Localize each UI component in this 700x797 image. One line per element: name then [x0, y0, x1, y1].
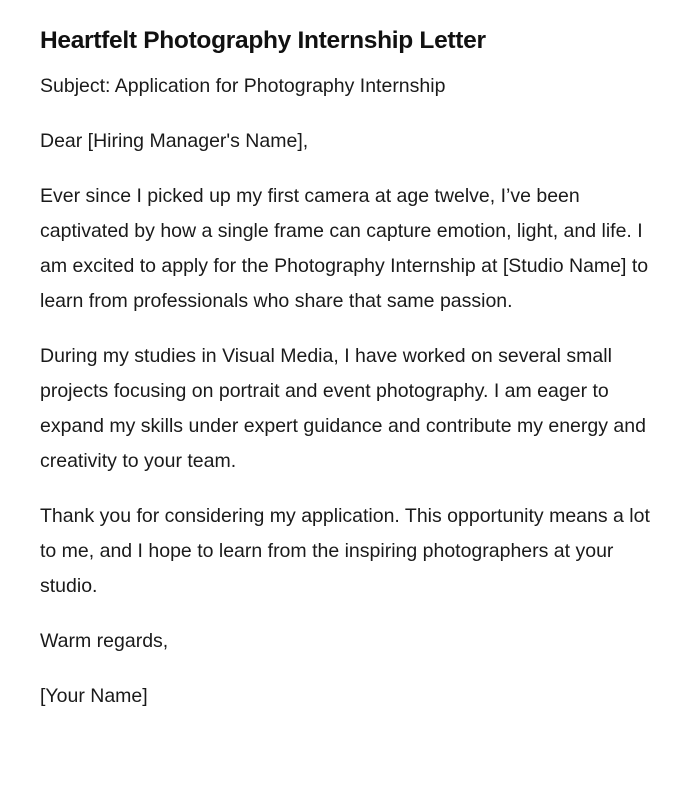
letter-paragraph-1: Ever since I picked up my first camera at age twelve, I’ve been captivated by how a single frame can capture emotion, light, and life. I am excited to apply for the Photography Internship at [Studio Name] to learn from professionals who share that same passion. [40, 185, 649, 312]
letter-signature: [Your Name] [40, 685, 148, 707]
letter-paragraph-2: During my studies in Visual Media, I have worked on several small projects focusing on portrait and event photography. I am eager to expand my skills under expert guidance and contribute my energy and creativity to your team. [40, 345, 646, 472]
letter-subject: Subject: Application for Photography Internship [40, 75, 446, 97]
letter-paragraph-3: Thank you for considering my application. This opportunity means a lot to me, and I hope to learn from the inspiring photographers at your studio. [40, 505, 650, 597]
letter-closing: Warm regards, [40, 630, 169, 652]
letter-title: Heartfelt Photography Internship Letter [40, 27, 486, 54]
letter-salutation: Dear [Hiring Manager's Name], [40, 130, 309, 152]
